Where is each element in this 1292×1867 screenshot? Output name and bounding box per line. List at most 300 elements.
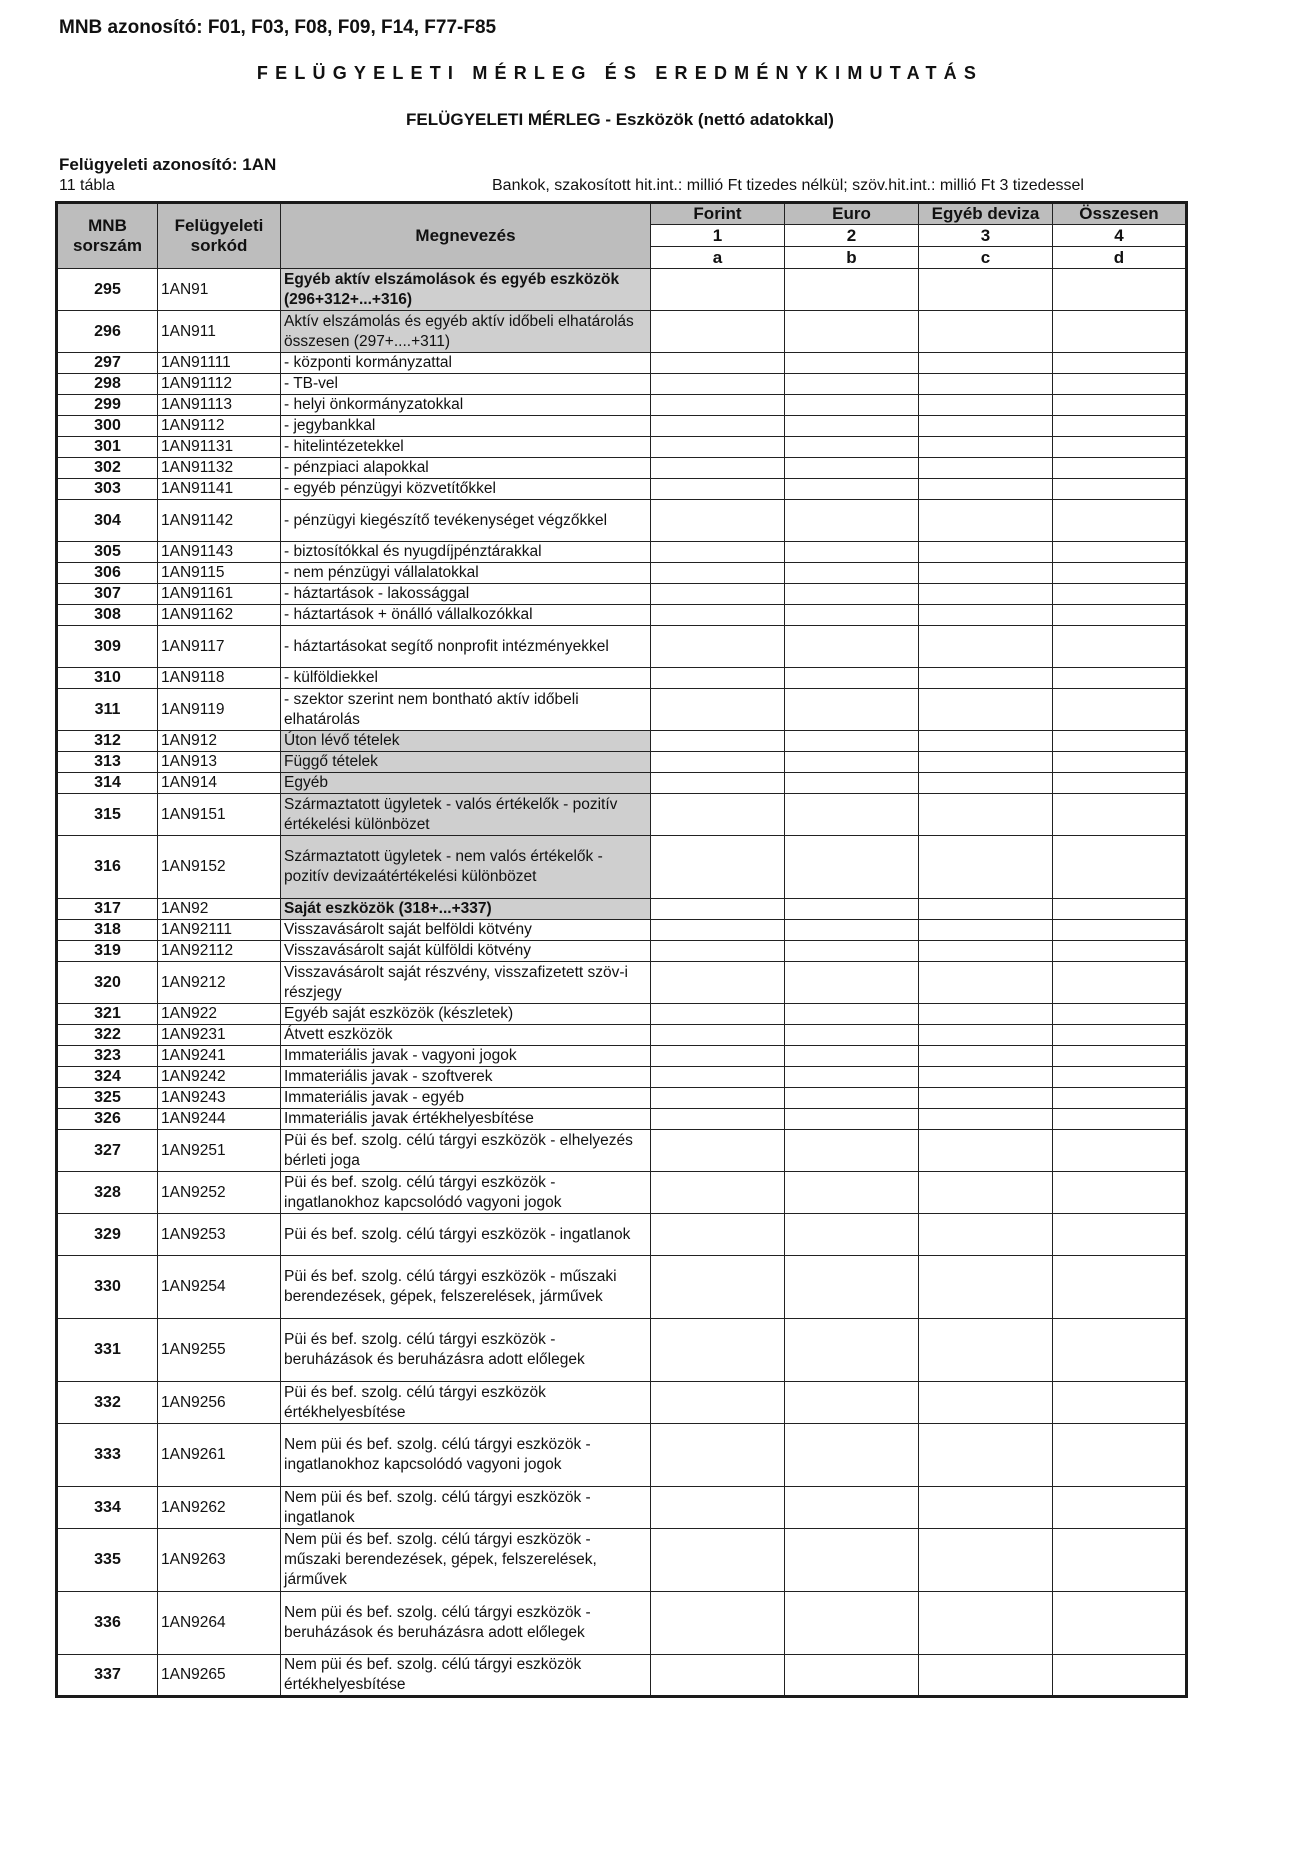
value-cell-egyeb-deviza[interactable] xyxy=(919,941,1053,962)
value-cell-osszesen[interactable] xyxy=(1053,731,1187,752)
value-cell-forint[interactable] xyxy=(651,1487,785,1529)
row-description: - jegybankkal xyxy=(281,416,651,437)
value-cell-egyeb-deviza[interactable] xyxy=(919,395,1053,416)
value-cell-forint[interactable] xyxy=(651,1130,785,1172)
value-cell-osszesen[interactable] xyxy=(1053,269,1187,311)
row-description: Immateriális javak - szoftverek xyxy=(281,1067,651,1088)
value-cell-forint[interactable] xyxy=(651,458,785,479)
value-cell-egyeb-deviza[interactable] xyxy=(919,920,1053,941)
row-mnb-number: 337 xyxy=(57,1655,158,1697)
value-cell-euro[interactable] xyxy=(785,962,919,1004)
value-cell-forint[interactable] xyxy=(651,1529,785,1592)
row-description: - szektor szerint nem bontható aktív időbeli elhatárolás xyxy=(281,689,651,731)
value-cell-euro[interactable] xyxy=(785,1046,919,1067)
row-description: - nem pénzügyi vállalatokkal xyxy=(281,563,651,584)
value-cell-osszesen[interactable] xyxy=(1053,1529,1187,1592)
value-cell-egyeb-deviza[interactable] xyxy=(919,416,1053,437)
value-cell-egyeb-deviza[interactable] xyxy=(919,1214,1053,1256)
value-cell-euro[interactable] xyxy=(785,689,919,731)
table-row xyxy=(57,416,1187,437)
value-cell-osszesen[interactable] xyxy=(1053,1592,1187,1655)
value-cell-osszesen[interactable] xyxy=(1053,311,1187,353)
value-cell-euro[interactable] xyxy=(785,416,919,437)
header-num-1: 1 xyxy=(651,225,785,247)
header-mnb-sorszam: MNB sorszám xyxy=(57,203,158,269)
row-mnb-number: 310 xyxy=(57,668,158,689)
value-cell-egyeb-deviza[interactable] xyxy=(919,836,1053,899)
row-code: 1AN9152 xyxy=(158,836,281,899)
value-cell-egyeb-deviza[interactable] xyxy=(919,899,1053,920)
value-cell-egyeb-deviza[interactable] xyxy=(919,731,1053,752)
value-cell-egyeb-deviza[interactable] xyxy=(919,1004,1053,1025)
row-mnb-number: 320 xyxy=(57,962,158,1004)
header-letter-a: a xyxy=(651,247,785,269)
value-cell-euro[interactable] xyxy=(785,794,919,836)
value-cell-egyeb-deviza[interactable] xyxy=(919,1319,1053,1382)
value-cell-euro[interactable] xyxy=(785,353,919,374)
value-cell-forint[interactable] xyxy=(651,920,785,941)
row-mnb-number: 295 xyxy=(57,269,158,311)
value-cell-euro[interactable] xyxy=(785,584,919,605)
value-cell-osszesen[interactable] xyxy=(1053,668,1187,689)
row-code: 1AN911 xyxy=(158,311,281,353)
row-description: Immateriális javak - vagyoni jogok xyxy=(281,1046,651,1067)
row-code: 1AN92112 xyxy=(158,941,281,962)
value-cell-egyeb-deviza[interactable] xyxy=(919,1529,1053,1592)
row-mnb-number: 327 xyxy=(57,1130,158,1172)
value-cell-euro[interactable] xyxy=(785,1382,919,1424)
value-cell-forint[interactable] xyxy=(651,479,785,500)
row-description: - biztosítókkal és nyugdíjpénztárakkal xyxy=(281,542,651,563)
value-cell-osszesen[interactable] xyxy=(1053,836,1187,899)
row-mnb-number: 335 xyxy=(57,1529,158,1592)
row-mnb-number: 315 xyxy=(57,794,158,836)
value-cell-euro[interactable] xyxy=(785,1172,919,1214)
table-row xyxy=(57,479,1187,500)
value-cell-osszesen[interactable] xyxy=(1053,1004,1187,1025)
row-code: 1AN91132 xyxy=(158,458,281,479)
value-cell-egyeb-deviza[interactable] xyxy=(919,962,1053,1004)
value-cell-euro[interactable] xyxy=(785,311,919,353)
value-cell-euro[interactable] xyxy=(785,605,919,626)
value-cell-euro[interactable] xyxy=(785,374,919,395)
row-code: 1AN9118 xyxy=(158,668,281,689)
row-description: Nem püi és bef. szolg. célú tárgyi eszközök - ingatlanok xyxy=(281,1487,651,1529)
value-cell-forint[interactable] xyxy=(651,962,785,1004)
value-cell-euro[interactable] xyxy=(785,1319,919,1382)
value-cell-egyeb-deviza[interactable] xyxy=(919,668,1053,689)
value-cell-egyeb-deviza[interactable] xyxy=(919,584,1053,605)
value-cell-euro[interactable] xyxy=(785,563,919,584)
table-row xyxy=(57,1130,1187,1172)
mnb-id-line: MNB azonosító: F01, F03, F08, F09, F14, F77-F85 xyxy=(59,17,497,38)
value-cell-osszesen[interactable] xyxy=(1053,773,1187,794)
table-row xyxy=(57,1424,1187,1487)
row-description: - TB-vel xyxy=(281,374,651,395)
value-cell-forint[interactable] xyxy=(651,1088,785,1109)
table-row xyxy=(57,1004,1187,1025)
row-mnb-number: 323 xyxy=(57,1046,158,1067)
row-code: 1AN9253 xyxy=(158,1214,281,1256)
value-cell-forint[interactable] xyxy=(651,1067,785,1088)
value-cell-euro[interactable] xyxy=(785,1424,919,1487)
value-cell-egyeb-deviza[interactable] xyxy=(919,542,1053,563)
supervisory-id: Felügyeleti azonosító: 1AN xyxy=(59,155,277,174)
value-cell-euro[interactable] xyxy=(785,1004,919,1025)
row-code: 1AN92 xyxy=(158,899,281,920)
row-mnb-number: 298 xyxy=(57,374,158,395)
table-row xyxy=(57,899,1187,920)
row-code: 1AN91161 xyxy=(158,584,281,605)
value-cell-egyeb-deviza[interactable] xyxy=(919,563,1053,584)
table-row xyxy=(57,836,1187,899)
value-cell-egyeb-deviza[interactable] xyxy=(919,605,1053,626)
table-row xyxy=(57,1487,1187,1529)
row-code: 1AN9244 xyxy=(158,1109,281,1130)
value-cell-euro[interactable] xyxy=(785,395,919,416)
value-cell-forint[interactable] xyxy=(651,584,785,605)
row-code: 1AN9255 xyxy=(158,1319,281,1382)
row-description: Püi és bef. szolg. célú tárgyi eszközök - ingatlanok xyxy=(281,1214,651,1256)
row-code: 1AN912 xyxy=(158,731,281,752)
value-cell-euro[interactable] xyxy=(785,1130,919,1172)
row-description: - háztartásokat segítő nonprofit intézményekkel xyxy=(281,626,651,668)
value-cell-forint[interactable] xyxy=(651,437,785,458)
value-cell-osszesen[interactable] xyxy=(1053,563,1187,584)
value-cell-egyeb-deviza[interactable] xyxy=(919,626,1053,668)
value-cell-forint[interactable] xyxy=(651,773,785,794)
value-cell-euro[interactable] xyxy=(785,269,919,311)
value-cell-forint[interactable] xyxy=(651,1655,785,1697)
value-cell-euro[interactable] xyxy=(785,920,919,941)
value-cell-osszesen[interactable] xyxy=(1053,1424,1187,1487)
table-row xyxy=(57,542,1187,563)
table-row xyxy=(57,1067,1187,1088)
row-code: 1AN91141 xyxy=(158,479,281,500)
value-cell-egyeb-deviza[interactable] xyxy=(919,1382,1053,1424)
value-cell-forint[interactable] xyxy=(651,1025,785,1046)
value-cell-forint[interactable] xyxy=(651,416,785,437)
value-cell-osszesen[interactable] xyxy=(1053,353,1187,374)
value-cell-euro[interactable] xyxy=(785,731,919,752)
value-cell-forint[interactable] xyxy=(651,626,785,668)
value-cell-egyeb-deviza[interactable] xyxy=(919,1172,1053,1214)
value-cell-euro[interactable] xyxy=(785,899,919,920)
value-cell-euro[interactable] xyxy=(785,1256,919,1319)
value-cell-osszesen[interactable] xyxy=(1053,752,1187,773)
header-forint: Forint xyxy=(651,203,785,225)
value-cell-egyeb-deviza[interactable] xyxy=(919,1109,1053,1130)
value-cell-forint[interactable] xyxy=(651,1592,785,1655)
header-num-3: 3 xyxy=(919,225,1053,247)
value-cell-forint[interactable] xyxy=(651,269,785,311)
value-cell-forint[interactable] xyxy=(651,689,785,731)
value-cell-osszesen[interactable] xyxy=(1053,1655,1187,1697)
value-cell-forint[interactable] xyxy=(651,752,785,773)
row-description: Immateriális javak értékhelyesbítése xyxy=(281,1109,651,1130)
table-row xyxy=(57,605,1187,626)
row-description: - háztartások - lakossággal xyxy=(281,584,651,605)
page-subtitle: FELÜGYELETI MÉRLEG - Eszközök (nettó adatokkal) xyxy=(406,110,834,129)
row-description: - háztartások + önálló vállalkozókkal xyxy=(281,605,651,626)
header-letter-d: d xyxy=(1053,247,1187,269)
row-code: 1AN9117 xyxy=(158,626,281,668)
table-row xyxy=(57,584,1187,605)
table-row xyxy=(57,1025,1187,1046)
row-code: 1AN9243 xyxy=(158,1088,281,1109)
value-cell-euro[interactable] xyxy=(785,542,919,563)
value-cell-euro[interactable] xyxy=(785,458,919,479)
value-cell-osszesen[interactable] xyxy=(1053,584,1187,605)
value-cell-egyeb-deviza[interactable] xyxy=(919,1025,1053,1046)
value-cell-euro[interactable] xyxy=(785,479,919,500)
value-cell-egyeb-deviza[interactable] xyxy=(919,1256,1053,1319)
value-cell-euro[interactable] xyxy=(785,1592,919,1655)
header-megnevezes: Megnevezés xyxy=(281,203,651,269)
table-row xyxy=(57,731,1187,752)
value-cell-euro[interactable] xyxy=(785,752,919,773)
value-cell-osszesen[interactable] xyxy=(1053,1256,1187,1319)
table-row xyxy=(57,1172,1187,1214)
table-row xyxy=(57,752,1187,773)
row-code: 1AN9262 xyxy=(158,1487,281,1529)
table-row xyxy=(57,458,1187,479)
row-code: 1AN91113 xyxy=(158,395,281,416)
row-mnb-number: 325 xyxy=(57,1088,158,1109)
table-row xyxy=(57,1088,1187,1109)
value-cell-osszesen[interactable] xyxy=(1053,1319,1187,1382)
value-cell-forint[interactable] xyxy=(651,542,785,563)
table-row xyxy=(57,1109,1187,1130)
value-cell-osszesen[interactable] xyxy=(1053,437,1187,458)
header-letter-c: c xyxy=(919,247,1053,269)
header-euro: Euro xyxy=(785,203,919,225)
value-cell-forint[interactable] xyxy=(651,899,785,920)
row-code: 1AN91142 xyxy=(158,500,281,542)
table-row xyxy=(57,395,1187,416)
row-mnb-number: 336 xyxy=(57,1592,158,1655)
row-code: 1AN9241 xyxy=(158,1046,281,1067)
value-cell-euro[interactable] xyxy=(785,773,919,794)
value-cell-euro[interactable] xyxy=(785,500,919,542)
value-cell-euro[interactable] xyxy=(785,1067,919,1088)
value-cell-osszesen[interactable] xyxy=(1053,1214,1187,1256)
value-cell-osszesen[interactable] xyxy=(1053,395,1187,416)
table-row xyxy=(57,563,1187,584)
value-cell-egyeb-deviza[interactable] xyxy=(919,437,1053,458)
value-cell-egyeb-deviza[interactable] xyxy=(919,500,1053,542)
value-cell-forint[interactable] xyxy=(651,1424,785,1487)
row-code: 1AN9242 xyxy=(158,1067,281,1088)
row-mnb-number: 303 xyxy=(57,479,158,500)
value-cell-osszesen[interactable] xyxy=(1053,689,1187,731)
value-cell-osszesen[interactable] xyxy=(1053,416,1187,437)
value-cell-euro[interactable] xyxy=(785,1487,919,1529)
table-row xyxy=(57,437,1187,458)
row-mnb-number: 308 xyxy=(57,605,158,626)
header-osszesen: Összesen xyxy=(1053,203,1187,225)
value-cell-forint[interactable] xyxy=(651,1256,785,1319)
row-mnb-number: 321 xyxy=(57,1004,158,1025)
value-cell-forint[interactable] xyxy=(651,605,785,626)
header-num-2: 2 xyxy=(785,225,919,247)
value-cell-forint[interactable] xyxy=(651,395,785,416)
value-cell-euro[interactable] xyxy=(785,941,919,962)
header-sorkod: Felügyeleti sorkód xyxy=(158,203,281,269)
value-cell-osszesen[interactable] xyxy=(1053,1487,1187,1529)
value-cell-osszesen[interactable] xyxy=(1053,500,1187,542)
table-row xyxy=(57,311,1187,353)
value-cell-forint[interactable] xyxy=(651,1382,785,1424)
value-cell-forint[interactable] xyxy=(651,731,785,752)
row-mnb-number: 301 xyxy=(57,437,158,458)
value-cell-osszesen[interactable] xyxy=(1053,1382,1187,1424)
value-cell-forint[interactable] xyxy=(651,1046,785,1067)
value-cell-egyeb-deviza[interactable] xyxy=(919,1067,1053,1088)
value-cell-forint[interactable] xyxy=(651,500,785,542)
value-cell-euro[interactable] xyxy=(785,1025,919,1046)
row-code: 1AN9263 xyxy=(158,1529,281,1592)
value-cell-forint[interactable] xyxy=(651,1172,785,1214)
row-description: Saját eszközök (318+...+337) xyxy=(281,899,651,920)
value-cell-osszesen[interactable] xyxy=(1053,1025,1187,1046)
row-code: 1AN9212 xyxy=(158,962,281,1004)
value-cell-osszesen[interactable] xyxy=(1053,479,1187,500)
value-cell-osszesen[interactable] xyxy=(1053,605,1187,626)
table-row xyxy=(57,920,1187,941)
value-cell-forint[interactable] xyxy=(651,353,785,374)
value-cell-egyeb-deviza[interactable] xyxy=(919,689,1053,731)
value-cell-egyeb-deviza[interactable] xyxy=(919,1046,1053,1067)
value-cell-forint[interactable] xyxy=(651,374,785,395)
value-cell-euro[interactable] xyxy=(785,1109,919,1130)
row-mnb-number: 313 xyxy=(57,752,158,773)
value-cell-forint[interactable] xyxy=(651,668,785,689)
header-letter-b: b xyxy=(785,247,919,269)
table-row xyxy=(57,353,1187,374)
value-cell-egyeb-deviza[interactable] xyxy=(919,1487,1053,1529)
row-mnb-number: 317 xyxy=(57,899,158,920)
row-description: Függő tételek xyxy=(281,752,651,773)
value-cell-osszesen[interactable] xyxy=(1053,1067,1187,1088)
value-cell-osszesen[interactable] xyxy=(1053,1109,1187,1130)
value-cell-osszesen[interactable] xyxy=(1053,1088,1187,1109)
row-description: Egyéb aktív elszámolások és egyéb eszközök (296+312+...+316) xyxy=(281,269,651,311)
value-cell-euro[interactable] xyxy=(785,1214,919,1256)
value-cell-osszesen[interactable] xyxy=(1053,374,1187,395)
table-row xyxy=(57,1655,1187,1697)
row-description: Nem püi és bef. szolg. célú tárgyi eszközök - műszaki berendezések, gépek, felszerelések, járművek xyxy=(281,1529,651,1592)
balance-sheet-table xyxy=(55,201,1188,1698)
value-cell-osszesen[interactable] xyxy=(1053,1130,1187,1172)
value-cell-egyeb-deviza[interactable] xyxy=(919,1655,1053,1697)
value-cell-egyeb-deviza[interactable] xyxy=(919,311,1053,353)
value-cell-osszesen[interactable] xyxy=(1053,1046,1187,1067)
value-cell-forint[interactable] xyxy=(651,1004,785,1025)
value-cell-osszesen[interactable] xyxy=(1053,962,1187,1004)
row-description: Nem püi és bef. szolg. célú tárgyi eszközök - beruházások és beruházásra adott előlegek xyxy=(281,1592,651,1655)
row-description: Visszavásárolt saját részvény, visszafizetett szöv-i részjegy xyxy=(281,962,651,1004)
table-row xyxy=(57,1592,1187,1655)
value-cell-osszesen[interactable] xyxy=(1053,626,1187,668)
value-cell-osszesen[interactable] xyxy=(1053,458,1187,479)
value-cell-osszesen[interactable] xyxy=(1053,794,1187,836)
value-cell-euro[interactable] xyxy=(785,437,919,458)
table-row xyxy=(57,689,1187,731)
table-row xyxy=(57,1382,1187,1424)
value-cell-euro[interactable] xyxy=(785,626,919,668)
row-code: 1AN91143 xyxy=(158,542,281,563)
value-cell-forint[interactable] xyxy=(651,941,785,962)
value-cell-euro[interactable] xyxy=(785,1655,919,1697)
value-cell-forint[interactable] xyxy=(651,563,785,584)
row-description: Származtatott ügyletek - valós értékelők - pozitív értékelési különbözet xyxy=(281,794,651,836)
row-mnb-number: 311 xyxy=(57,689,158,731)
row-mnb-number: 329 xyxy=(57,1214,158,1256)
value-cell-forint[interactable] xyxy=(651,311,785,353)
row-mnb-number: 328 xyxy=(57,1172,158,1214)
row-description: - pénzpiaci alapokkal xyxy=(281,458,651,479)
value-cell-egyeb-deviza[interactable] xyxy=(919,479,1053,500)
row-mnb-number: 307 xyxy=(57,584,158,605)
value-cell-forint[interactable] xyxy=(651,794,785,836)
value-cell-egyeb-deviza[interactable] xyxy=(919,773,1053,794)
value-cell-forint[interactable] xyxy=(651,836,785,899)
value-cell-egyeb-deviza[interactable] xyxy=(919,1424,1053,1487)
row-mnb-number: 297 xyxy=(57,353,158,374)
value-cell-osszesen[interactable] xyxy=(1053,542,1187,563)
value-cell-egyeb-deviza[interactable] xyxy=(919,1088,1053,1109)
row-description: Úton lévő tételek xyxy=(281,731,651,752)
value-cell-egyeb-deviza[interactable] xyxy=(919,458,1053,479)
value-cell-euro[interactable] xyxy=(785,1088,919,1109)
table-row xyxy=(57,773,1187,794)
value-cell-forint[interactable] xyxy=(651,1214,785,1256)
value-cell-euro[interactable] xyxy=(785,668,919,689)
value-cell-osszesen[interactable] xyxy=(1053,1172,1187,1214)
value-cell-egyeb-deviza[interactable] xyxy=(919,752,1053,773)
row-mnb-number: 316 xyxy=(57,836,158,899)
value-cell-osszesen[interactable] xyxy=(1053,920,1187,941)
page-title: FELÜGYELETI MÉRLEG ÉS EREDMÉNYKIMUTATÁS xyxy=(256,63,984,83)
table-row xyxy=(57,500,1187,542)
value-cell-egyeb-deviza[interactable] xyxy=(919,269,1053,311)
value-cell-euro[interactable] xyxy=(785,836,919,899)
row-mnb-number: 322 xyxy=(57,1025,158,1046)
row-code: 1AN91111 xyxy=(158,353,281,374)
value-cell-egyeb-deviza[interactable] xyxy=(919,1592,1053,1655)
row-code: 1AN9256 xyxy=(158,1382,281,1424)
table-row xyxy=(57,962,1187,1004)
value-cell-egyeb-deviza[interactable] xyxy=(919,1130,1053,1172)
value-cell-euro[interactable] xyxy=(785,1529,919,1592)
row-code: 1AN9264 xyxy=(158,1592,281,1655)
value-cell-forint[interactable] xyxy=(651,1319,785,1382)
table-row xyxy=(57,269,1187,311)
row-description: Nem püi és bef. szolg. célú tárgyi eszközök értékhelyesbítése xyxy=(281,1655,651,1697)
row-code: 1AN92111 xyxy=(158,920,281,941)
value-cell-egyeb-deviza[interactable] xyxy=(919,794,1053,836)
value-cell-forint[interactable] xyxy=(651,1109,785,1130)
row-code: 1AN913 xyxy=(158,752,281,773)
value-cell-osszesen[interactable] xyxy=(1053,899,1187,920)
value-cell-egyeb-deviza[interactable] xyxy=(919,374,1053,395)
value-cell-osszesen[interactable] xyxy=(1053,941,1187,962)
row-description: - központi kormányzattal xyxy=(281,353,651,374)
table-row xyxy=(57,1046,1187,1067)
value-cell-egyeb-deviza[interactable] xyxy=(919,353,1053,374)
row-mnb-number: 332 xyxy=(57,1382,158,1424)
